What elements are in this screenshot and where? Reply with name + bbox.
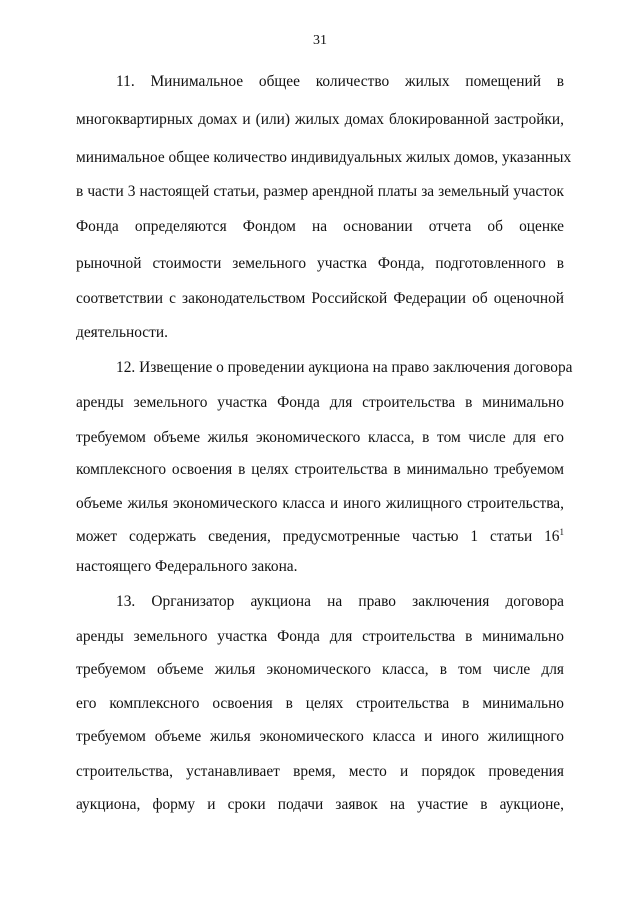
paragraph-13-line: требуемом объеме жилья экономического класса, в том числе для — [76, 661, 564, 678]
superscript-marker: 1 — [559, 527, 564, 537]
paragraph-11-line: Фонда определяются Фондом на основании отчета об оценке — [76, 218, 564, 235]
paragraph-13-line: его комплексного освоения в целях строительства в минимально — [76, 695, 564, 712]
paragraph-13-line: аукциона, форму и сроки подачи заявок на участие в аукционе, — [76, 796, 564, 813]
paragraph-11-line: деятельности. — [76, 324, 168, 341]
paragraph-12-line: аренды земельного участка Фонда для строительства в минимально — [76, 394, 564, 411]
paragraph-11-line: соответствии с законодательством Российской Федерации об оценочной — [76, 290, 564, 307]
paragraph-12-line-text: может содержать сведения, предусмотренные частью 1 статьи 16 — [76, 528, 560, 545]
paragraph-11-line: многоквартирных домах и (или) жилых домах блокированной застройки, — [76, 111, 564, 128]
paragraph-13-line: строительства, устанавливает время, место и порядок проведения — [76, 763, 564, 780]
paragraph-12-line: настоящего Федерального закона. — [76, 558, 298, 575]
paragraph-12-line: объеме жилья экономического класса и иного жилищного строительства, — [76, 495, 564, 512]
paragraph-12-line: 12. Извещение о проведении аукциона на право заключения договора — [116, 359, 573, 376]
paragraph-13-line: 13. Организатор аукциона на право заключения договора — [116, 593, 564, 610]
paragraph-11-line: рыночной стоимости земельного участка Фонда, подготовленного в — [76, 255, 564, 272]
paragraph-11-line: 11. Минимальное общее количество жилых помещений в — [116, 73, 564, 90]
paragraph-11-line: в части 3 настоящей статьи, размер арендной платы за земельный участок — [76, 183, 564, 200]
paragraph-13-line: аренды земельного участка Фонда для строительства в минимально — [76, 628, 564, 645]
paragraph-12-line: требуемом объеме жилья экономического класса, в том числе для его — [76, 429, 564, 446]
paragraph-12-line: комплексного освоения в целях строительства в минимально требуемом — [76, 461, 564, 478]
paragraph-13-line: требуемом объеме жилья экономического класса и иного жилищного — [76, 728, 564, 745]
page-number: 31 — [313, 33, 327, 48]
paragraph-11-line: минимальное общее количество индивидуальных жилых домов, указанных — [76, 149, 572, 166]
paragraph-12-line — [76, 527, 564, 547]
